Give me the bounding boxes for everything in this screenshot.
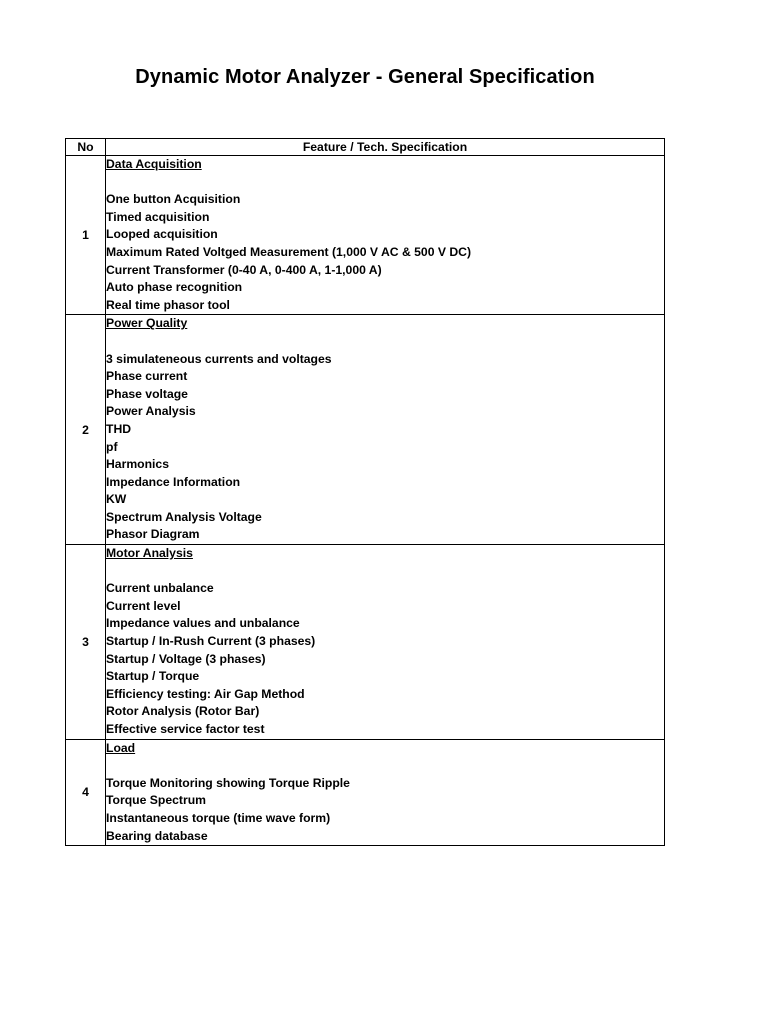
column-header-feature: Feature / Tech. Specification <box>106 139 665 156</box>
feature-item: Torque Monitoring showing Torque Ripple <box>106 775 350 790</box>
feature-item: Spectrum Analysis Voltage <box>106 509 262 524</box>
spec-table <box>65 138 665 846</box>
table-row <box>66 545 665 740</box>
feature-item: Instantaneous torque (time wave form) <box>106 810 331 825</box>
feature-item: Torque Spectrum <box>106 793 206 808</box>
feature-item: Current unbalance <box>106 581 214 596</box>
feature-item: Current level <box>106 598 181 613</box>
feature-item: Impedance values and unbalance <box>106 616 300 631</box>
feature-item: Startup / Torque <box>106 669 200 684</box>
feature-item: Phase voltage <box>106 386 188 401</box>
feature-item: One button Acquisition <box>106 192 241 207</box>
row-number: 2 <box>66 315 106 545</box>
feature-item: Rotor Analysis (Rotor Bar) <box>106 704 260 719</box>
row-number: 3 <box>66 545 106 740</box>
feature-item: Efficiency testing: Air Gap Method <box>106 686 305 701</box>
feature-item: 3 simulateneous currents and voltages <box>106 351 332 366</box>
feature-cell <box>106 545 665 740</box>
row-number: 4 <box>66 739 106 846</box>
section-title: Power Quality <box>106 316 188 331</box>
spacer <box>106 174 664 192</box>
spacer <box>106 563 664 581</box>
feature-item: Effective service factor test <box>106 722 265 736</box>
page-title: Dynamic Motor Analyzer - General Specification <box>135 66 595 88</box>
table-row <box>66 315 665 545</box>
table-header-row <box>66 139 665 156</box>
feature-item: pf <box>106 439 118 454</box>
feature-cell <box>106 315 665 545</box>
feature-item: Startup / Voltage (3 phases) <box>106 651 266 666</box>
feature-item: Power Analysis <box>106 404 196 419</box>
row-number: 1 <box>66 156 106 315</box>
feature-item: Phasor Diagram <box>106 527 200 542</box>
table-row <box>66 739 665 846</box>
feature-item: Real time phasor tool <box>106 297 230 312</box>
feature-item: Impedance Information <box>106 474 241 489</box>
feature-item: Bearing database <box>106 828 208 843</box>
feature-item: Phase current <box>106 369 188 384</box>
section-title: Motor Analysis <box>106 546 193 561</box>
feature-item: Startup / In-Rush Current (3 phases) <box>106 634 316 649</box>
feature-cell <box>106 156 665 315</box>
feature-item: THD <box>106 421 132 436</box>
feature-item: Current Transformer (0-40 A, 0-400 A, 1-1,000 A) <box>106 262 382 277</box>
feature-item: Auto phase recognition <box>106 280 243 295</box>
feature-item: Timed acquisition <box>106 209 210 224</box>
column-header-no: No <box>66 139 106 156</box>
table-row <box>66 156 665 315</box>
feature-cell <box>106 739 665 846</box>
feature-item: Maximum Rated Voltged Measurement (1,000 V AC & 500 V DC) <box>106 244 472 259</box>
table-body <box>66 156 665 846</box>
feature-item: Harmonics <box>106 457 169 472</box>
section-title: Load <box>106 740 136 755</box>
feature-item: KW <box>106 492 127 507</box>
feature-item: Looped acquisition <box>106 227 218 242</box>
section-title: Data Acquisition <box>106 157 202 171</box>
spacer <box>106 757 664 775</box>
spacer <box>106 333 664 351</box>
